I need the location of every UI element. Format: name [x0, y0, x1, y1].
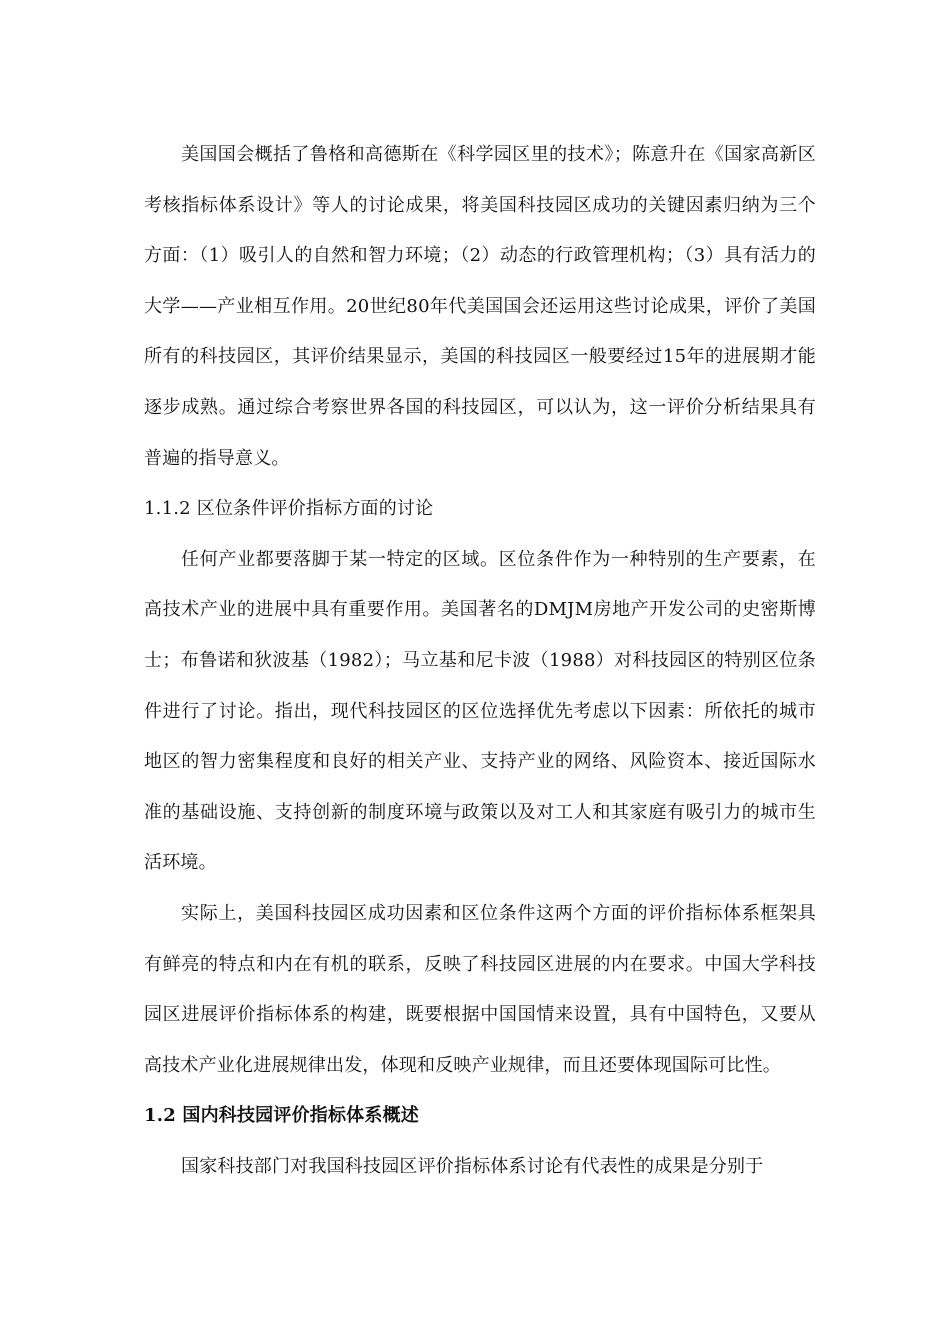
- paragraph-evaluation-framework: 实际上，美国科技园区成功因素和区位条件这两个方面的评价指标体系框架具有鲜亮的特点和内在有机的联系，反映了科技园区进展的内在要求。中国大学科技园区进展评价指标体系的构建，既要根据中国国情来设置，具有中国特色，又要从高技术产业化进展规律出发，体现和反映产业规律，而且还要体现国际可比性。: [144, 902, 816, 1076]
- paragraph-success-factors: 美国国会概括了鲁格和高德斯在《科学园区里的技术》；陈意升在《国家高新区考核指标体系设计》等人的讨论成果，将美国科技园区成功的关键因素归纳为三个方面：（1）吸引人的自然和智力环境；（2）动态的行政管理机构；（3）具有活力的大学——产业相互作用。20世纪80年代美国国会还运用这些讨论成果，评价了美国所有的科技园区，其评价结果显示，美国的科技园区一般要经过15年的进展期才能逐步成熟。通过综合考察世界各国的科技园区，可以认为，这一评价分析结果具有普遍的指导意义。: [144, 144, 816, 469]
- subheading-location-conditions: 1.1.2 区位条件评价指标方面的讨论: [144, 498, 434, 520]
- document-body: [144, 130, 816, 1192]
- paragraph-domestic-evaluation: 国家科技部门对我国科技园区评价指标体系讨论有代表性的成果是分别于: [181, 1155, 764, 1177]
- section-heading-domestic-overview: 1.2 国内科技园评价指标体系概述: [144, 1105, 419, 1127]
- paragraph-location-factors: 任何产业都要落脚于某一特定的区域。区位条件作为一种特别的生产要素，在高技术产业的进展中具有重要作用。美国著名的DMJM房地产开发公司的史密斯博士；布鲁诺和狄波基（1982）；马立基和尼卡波（1988）对科技园区的特别区位条件进行了讨论。指出，现代科技园区的区位选择优先考虑以下因素：所依托的城市地区的智力密集程度和良好的相关产业、支持产业的网络、风险资本、接近国际水准的基础设施、支持创新的制度环境与政策以及对工人和其家庭有吸引力的城市生活环境。: [144, 548, 816, 874]
